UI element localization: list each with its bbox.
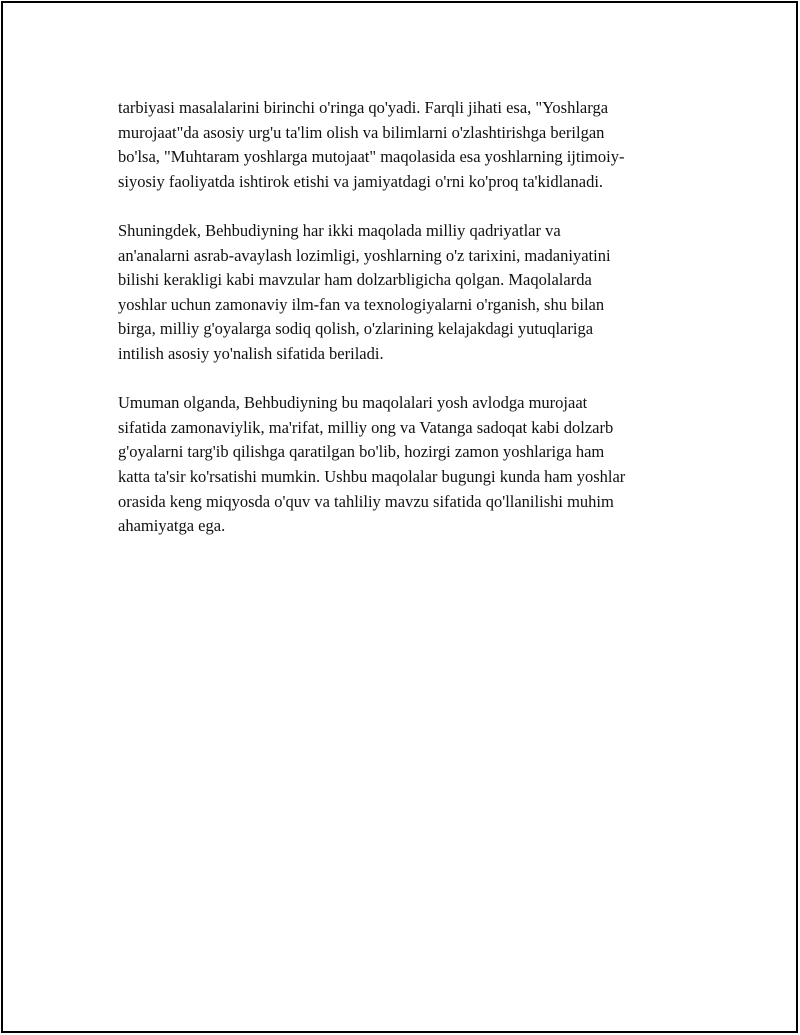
paragraph: Shuningdek, Behbudiyning har ikki maqolada milliy qadriyatlar va an'analarni asrab-avaylash lozimligi, yoshlarning o'z tarixini, madaniyatini bilishi kerakligi kabi mavzular ham dolzarbligicha qolgan. Maqolalarda yoshlar uchun zamonaviy ilm-fan va texnologiyalarni o'rganish, shu bilan birga, milliy g'oyalarga sodiq qolish, o'zlarining kelajakdagi yutuqlariga intilish asosiy yo'nalish sifatida beriladi.: [118, 220, 611, 363]
document-body: [118, 96, 698, 563]
paragraph: tarbiyasi masalalarini birinchi o'ringa qo'yadi. Farqli jihati esa, "Yoshlarga murojaat"da asosiy urg'u ta'lim olish va bilimlarni o'zlashtirishga berilgan bo'lsa, "Muhtaram yoshlarga mutojaat" maqolasida esa yoshlarning ijtimoiy- siyosiy faoliyatda ishtirok etishi va jamiyatdagi o'rni ko'proq ta'kidlanadi.: [118, 98, 625, 191]
paragraph: Umuman olganda, Behbudiyning bu maqolalari yosh avlodga murojaat sifatida zamonaviylik, ma'rifat, milliy ong va Vatanga sadoqat kabi dolzarb g'oyalarni targ'ib qilishga qaratilgan bo'lib, hozirgi zamon yoshlariga ham katta ta'sir ko'rsatishi mumkin. Ushbu maqolalar bugungi kunda ham yoshlar orasida keng miqyosda o'quv va tahliliy mavzu sifatida qo'llanilishi muhim ahamiyatga ega.: [118, 393, 626, 536]
document-page: [1, 1, 798, 1033]
